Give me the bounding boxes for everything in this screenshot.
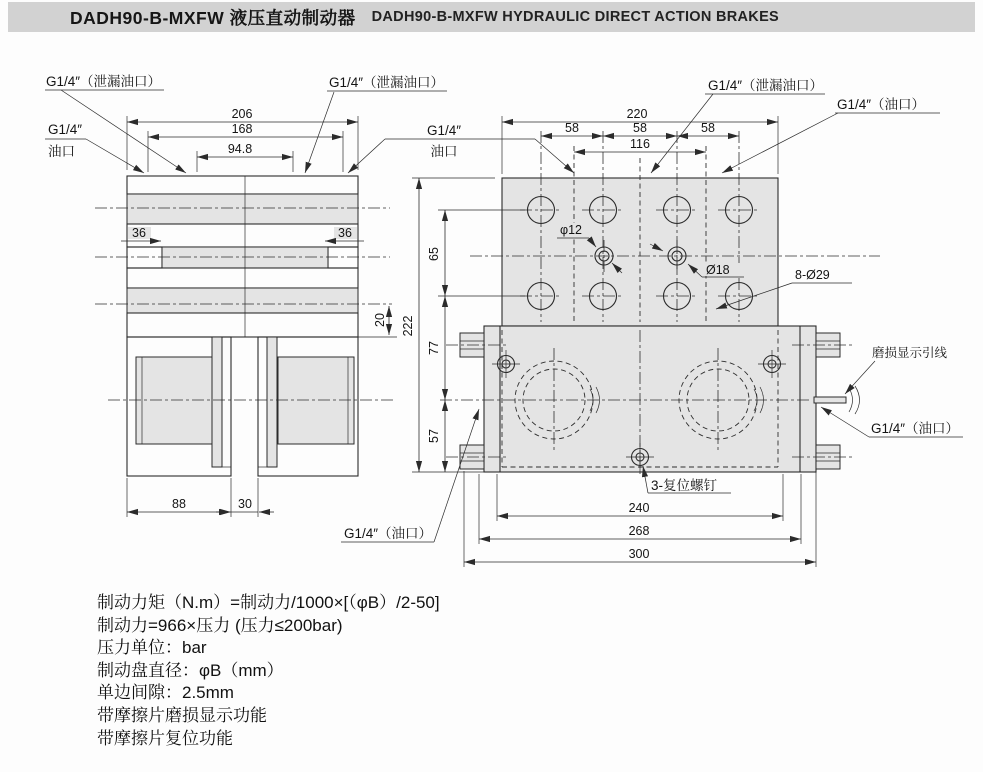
- dim-bottom-240: 240: [628, 501, 650, 515]
- label-oil-port-shared-1: G1/4″: [426, 123, 462, 138]
- dim-pitch-3: 58: [701, 121, 715, 135]
- dim-pad-span: 88: [172, 497, 186, 511]
- label-leak-port-top: G1/4″（泄漏油口）: [708, 78, 824, 93]
- page-title-en: DADH90-B-MXFW HYDRAULIC DIRECT ACTION BRAKES: [371, 9, 780, 25]
- label-oil-port-left-2: 油口: [48, 144, 75, 159]
- dim-height-total: 222: [401, 315, 415, 337]
- label-oil-port-shared-2: 油口: [430, 144, 458, 159]
- note-torque-formula: 制动力矩（N.m）=制动力/1000×[（φB）/2-50]: [97, 593, 440, 612]
- dim-left-step: 36: [132, 226, 146, 240]
- dim-front-mid-width: 168: [231, 122, 253, 136]
- label-oil-port-right: G1/4″（油口）: [871, 421, 960, 436]
- dim-bottom-268: 268: [628, 524, 650, 538]
- label-leak-port-left: G1/4″（泄漏油口）: [46, 74, 162, 89]
- note-force-formula: 制动力=966×压力 (压力≤200bar): [97, 615, 343, 635]
- dim-front-overall-width: 206: [231, 107, 253, 121]
- callout-hole-o18: Ø18: [706, 263, 730, 277]
- dim-offset-20: 20: [373, 313, 387, 327]
- dim-v2: 77: [427, 341, 441, 355]
- wear-indicator-lead: [814, 386, 860, 414]
- label-wear-lead: 磨损显示引线: [872, 346, 948, 360]
- friction-pad-left: [222, 337, 231, 467]
- dim-v1: 65: [427, 247, 441, 261]
- dim-plate-width: 220: [626, 107, 648, 121]
- label-oil-port-left-1: G1/4″: [48, 122, 83, 137]
- plan-view: [440, 131, 880, 476]
- dim-slot-width: 30: [238, 497, 252, 511]
- dim-front-inner-width: 94.8: [227, 142, 253, 156]
- caliper-body: [484, 326, 816, 472]
- spec-notes: [97, 592, 440, 750]
- backing-plate-left: [212, 337, 222, 467]
- shared-oil-port-label: [348, 123, 574, 173]
- backing-plate-right: [267, 337, 277, 467]
- note-wear-display: 带摩擦片磨损显示功能: [97, 705, 267, 725]
- dim-pitch-mid: 116: [630, 137, 650, 151]
- dim-pitch-2: 58: [633, 121, 647, 135]
- label-oil-port-bottom: G1/4″（油口）: [344, 526, 433, 541]
- label-reset-screw: 3-复位螺钉: [651, 478, 718, 493]
- dim-right-step: 36: [338, 226, 352, 240]
- dim-v3: 57: [427, 429, 441, 443]
- friction-pad-right: [258, 337, 267, 467]
- dim-bottom-300: 300: [628, 547, 650, 561]
- front-section-view: [95, 176, 395, 476]
- callout-hole-phi12: φ12: [560, 223, 583, 237]
- label-oil-port-top: G1/4″（油口）: [837, 97, 926, 112]
- callout-mounting-holes: 8-Ø29: [795, 268, 830, 282]
- note-pressure-unit: 压力单位：bar: [97, 638, 207, 658]
- note-clearance: 单边间隙：2.5mm: [97, 683, 234, 703]
- note-reset-function: 带摩擦片复位功能: [97, 728, 233, 748]
- label-leak-port-right: G1/4″（泄漏油口）: [329, 75, 445, 90]
- piston-left: [136, 357, 212, 444]
- note-disc-diameter: 制动盘直径：φB（mm）: [97, 660, 284, 680]
- dim-pitch-1: 58: [565, 121, 579, 135]
- page-title-cn: DADH90-B-MXFW 液压直动制动器: [70, 7, 356, 28]
- piston-right: [278, 357, 354, 444]
